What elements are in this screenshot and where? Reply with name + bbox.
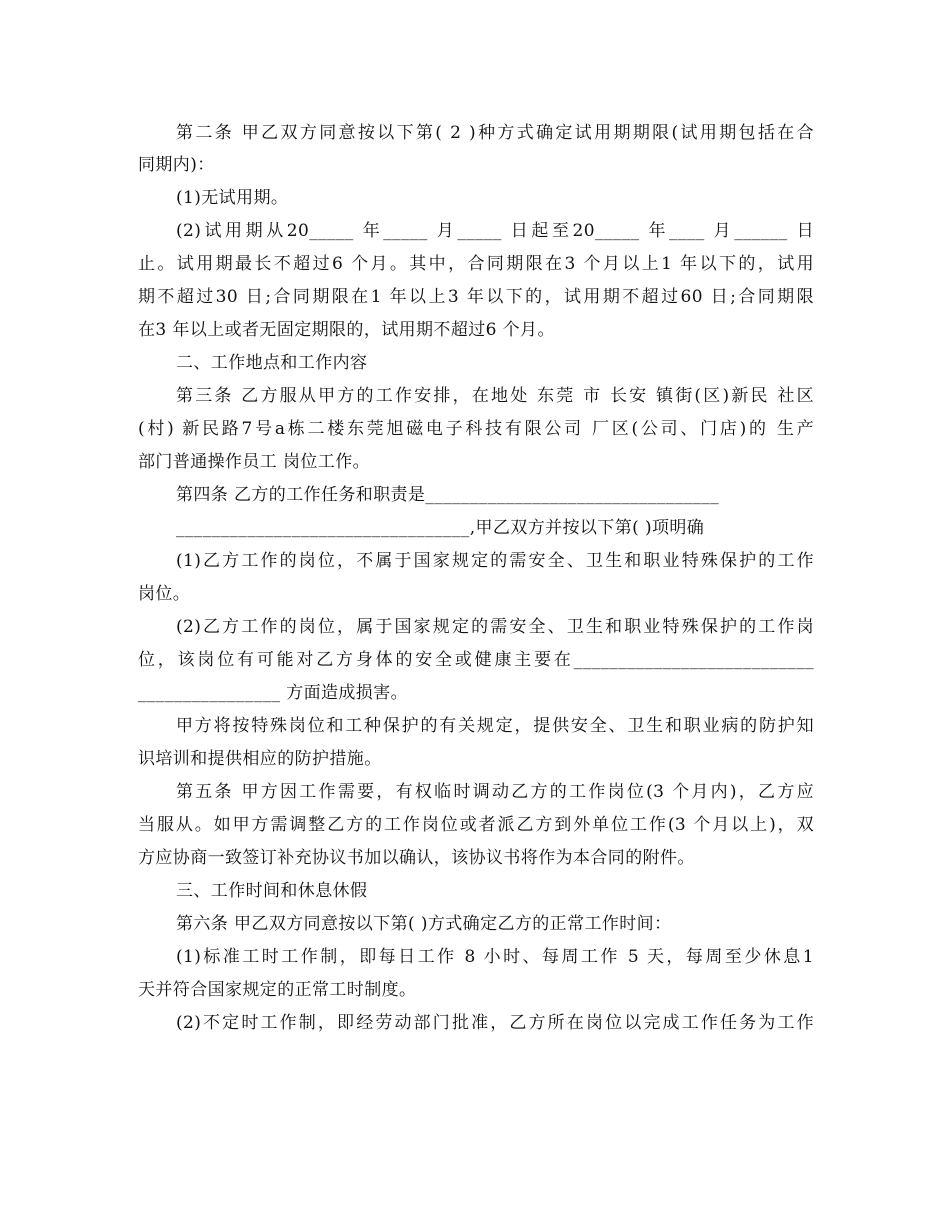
- section-heading: 二、工作地点和工作内容: [176, 353, 368, 373]
- text-line: (1)标准工时工作制，即每日工作 8 小时、每周工作 5 天，每周至少休息1: [176, 947, 814, 967]
- text-line: 止。试用期最长不超过6 个月。其中，合同期限在3 个月以上1 年以下的，试用: [138, 254, 814, 274]
- text-line: 第二条 甲乙双方同意按以下第( 2 )种方式确定试用期期限(试用期包括在合: [176, 123, 814, 143]
- text-line: 第五条 甲方因工作需要，有权临时调动乙方的工作岗位(3 个月内)，乙方应: [176, 782, 814, 802]
- section-heading: 三、工作时间和休息休假: [176, 881, 368, 901]
- text-line: 部门普通操作员工 岗位工作。: [138, 452, 371, 472]
- text-line: 第四条 乙方的工作任务和职责是_________________________________: [176, 485, 720, 505]
- text-line: (2)不定时工作制，即经劳动部门批准，乙方所在岗位以完成工作任务为工作: [176, 1013, 814, 1033]
- text-line: 识培训和提供相应的防护措施。: [138, 749, 382, 769]
- text-line: (2)乙方工作的岗位，属于国家规定的需安全、卫生和职业特殊保护的工作岗: [176, 617, 814, 637]
- text-line: (1)无试用期。: [176, 188, 289, 208]
- text-line: 期不超过30 日;合同期限在1 年以上3 年以下的，试用期不超过60 日;合同期限: [138, 287, 814, 307]
- text-line: 天并符合国家规定的正常工时制度。: [138, 980, 417, 1000]
- text-line: 第三条 乙方服从甲方的工作安排，在地处 东莞 市 长安 镇街(区)新民 社区: [176, 386, 814, 406]
- text-line: 第六条 甲乙双方同意按以下第( )方式确定乙方的正常工作时间：: [176, 914, 672, 934]
- text-line: 当服从。如甲方需调整乙方的工作岗位或者派乙方到外单位工作(3 个月以上)，双: [138, 815, 814, 835]
- text-line: _________________________________,甲乙双方并按以下第( )项明确: [176, 518, 705, 538]
- text-line: (2)试用期从20_____ 年_____ 月_____ 日起至20_____ 年____ 月______ 日: [176, 221, 814, 241]
- text-line: 岗位。: [138, 584, 191, 604]
- text-line: 同期内)：: [138, 155, 215, 175]
- text-line: (1)乙方工作的岗位，不属于国家规定的需安全、卫生和职业特殊保护的工作: [176, 551, 814, 571]
- text-line: 甲方将按特殊岗位和工种保护的有关规定，提供安全、卫生和职业病的防护知: [176, 716, 814, 736]
- text-line: 位，该岗位有可能对乙方身体的安全或健康主要在___________________________: [138, 650, 814, 670]
- text-line: 在3 年以上或者无固定期限的，试用期不超过6 个月。: [138, 320, 555, 340]
- text-line: (村) 新民路7号a栋二楼东莞旭磁电子科技有限公司 厂区(公司、门店)的 生产: [138, 419, 814, 439]
- text-line: ________________ 方面造成损害。: [138, 683, 409, 703]
- text-line: 方应协商一致签订补充协议书加以确认，该协议书将作为本合同的附件。: [138, 848, 695, 868]
